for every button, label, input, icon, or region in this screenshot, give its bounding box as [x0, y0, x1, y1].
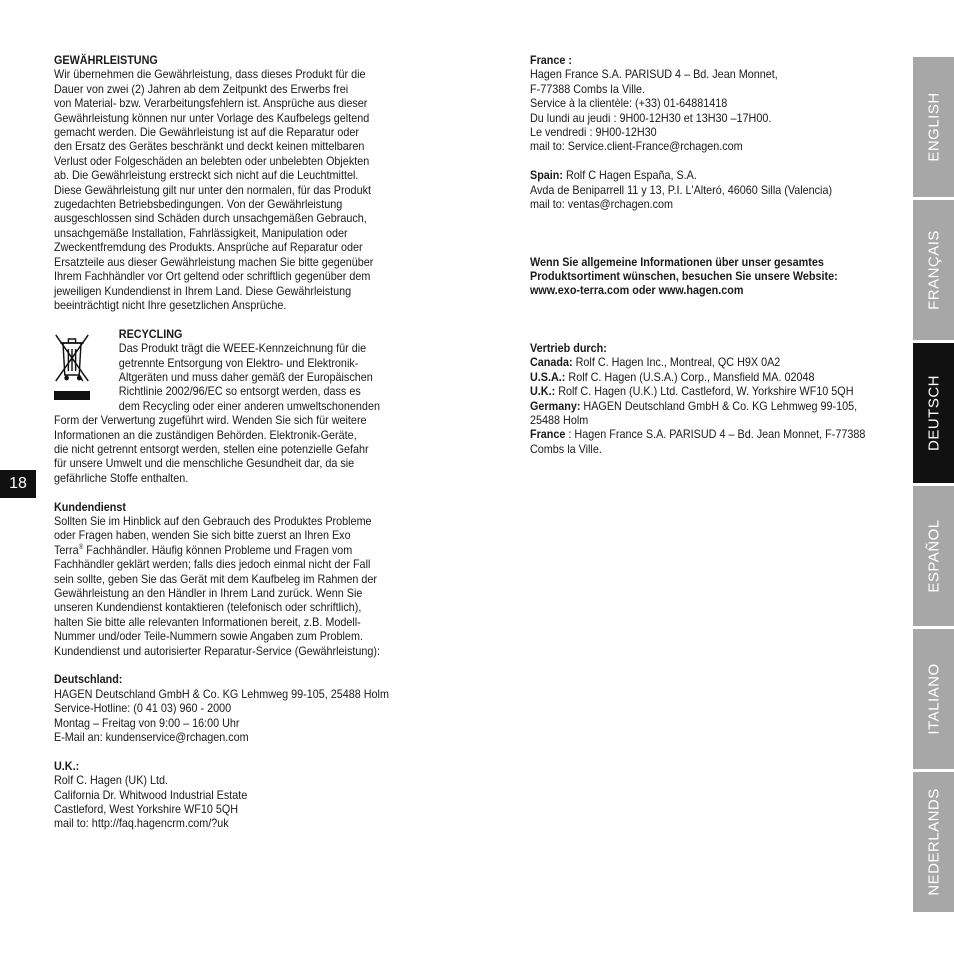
tab-label: ESPAÑOL [925, 519, 942, 593]
warranty-line: beeinträchtigt nicht Ihre gesetzlichen Ansprüche. [54, 297, 287, 312]
warranty-section [54, 53, 426, 312]
service-line-rest: Fachhändler. Häufig können Probleme und Fragen vom [83, 542, 353, 557]
distribution-line [530, 355, 902, 369]
language-tabs [913, 57, 954, 915]
germany-label: Germany: [530, 398, 581, 413]
germany-section [54, 672, 426, 744]
recycling-line: für unsere Umwelt und die menschliche Gesundheit dar, da sie [54, 456, 355, 471]
germany-line: Montag – Freitag von 9:00 – 16:00 Uhr [54, 715, 240, 730]
tab-nederlands[interactable] [913, 772, 954, 912]
uk-line: Castleford, West Yorkshire WF10 5QH [54, 802, 239, 817]
tab-label: NEDERLANDS [925, 788, 942, 896]
service-line: Gewährleistung an den Händler in Ihrem Land zurück. Wenn Sie [54, 586, 363, 600]
page-number: 18 [0, 470, 36, 498]
warranty-line: gemacht werden. Die Gewährleistung ist auf die Reparatur oder [54, 125, 359, 140]
registered-mark: ® [78, 543, 84, 551]
recycling-line: Informationen an die zuständigen Behörden. Elektronik-Geräte, [54, 427, 357, 442]
distribution-section [530, 341, 902, 456]
usa-value: Rolf C. Hagen (U.S.A.) Corp., Mansfield MA. 02048 [565, 369, 815, 384]
france-line: Hagen France S.A. PARISUD 4 – Bd. Jean Monnet, [530, 67, 778, 82]
warranty-line: unsachgemäße Installation, Fahrlässigkeit, Manipulation oder [54, 225, 348, 240]
france-line: Du lundi au jeudi : 9H00-12H30 et 13H30 –17H00. [530, 110, 772, 125]
usa-label: U.S.A.: [530, 369, 566, 384]
spain-line: mail to: ventas@rchagen.com [530, 197, 674, 212]
tab-francais[interactable] [913, 200, 954, 340]
warranty-line: Zweckentfremdung des Produkts. Ansprüche auf Reparatur oder [54, 240, 363, 255]
weee-crossed-bin-icon [52, 329, 92, 403]
warranty-line: Dauer von zwei (2) Jahren ab dem Zeitpunkt des Erwerbs frei [54, 81, 349, 96]
warranty-heading: GEWÄHRLEISTUNG [54, 53, 158, 67]
france-line: Service à la clientèle: (+33) 01-64881418 [530, 96, 728, 111]
tab-label: ITALIANO [925, 663, 942, 735]
service-line: oder Fragen haben, wenden Sie sich bitte zuerst an Ihren Exo [54, 528, 351, 543]
uk-label: U.K.: [530, 384, 556, 399]
info-section [530, 255, 902, 298]
service-line [54, 543, 426, 557]
tab-label: DEUTSCH [925, 374, 942, 452]
france-line: Le vendredi : 9H00-12H30 [530, 125, 657, 140]
info-line: www.exo-terra.com oder www.hagen.com [530, 283, 744, 298]
info-line: Wenn Sie allgemeine Informationen über unser gesamtes [530, 254, 824, 269]
warranty-line: Wir übernehmen die Gewährleistung, dass dieses Produkt für die [54, 67, 366, 82]
warranty-line: ab. Die Gewährleistung erstreckt sich nicht auf die Leuchtmittel. [54, 168, 359, 183]
germany-line: E-Mail an: kundenservice@rchagen.com [54, 730, 249, 745]
warranty-line: Verlust oder Folgeschäden an belebten oder unbelebten Objekten [54, 153, 370, 168]
service-line: unseren Kundendienst kontaktieren (telefonisch oder schriftlich), [54, 600, 362, 615]
recycling-line: Richtlinie 2002/96/EC so entsorgt werden, dass es [118, 384, 361, 399]
warranty-line: Ihrem Fachhändler vor Ort geltend oder schriftlich gegenüber dem [54, 269, 371, 284]
service-line: sein sollte, geben Sie das Gerät mit dem Kaufbeleg im Rahmen der [54, 571, 377, 586]
uk-line: California Dr. Whitwood Industrial Estate [54, 787, 248, 802]
france-value: : Hagen France S.A. PARISUD 4 – Bd. Jean Monnet, F-77388 [565, 427, 866, 442]
distribution-heading: Vertrieb durch: [530, 341, 607, 356]
warranty-line: den Ersatz des Gerätes beschränkt und deckt keinen mittelbaren [54, 139, 365, 154]
france-line: mail to: Service.client-France@rchagen.com [530, 139, 743, 154]
germany-line: HAGEN Deutschland GmbH & Co. KG Lehmweg 99-105, 25488 Holm [54, 686, 389, 701]
france-section [530, 53, 902, 154]
info-line: Produktsortiment wünschen, besuchen Sie unsere Website: [530, 269, 838, 284]
recycling-line: Form der Verwertung zugeführt wird. Wenden Sie sich für weitere [54, 413, 367, 428]
recycling-line: Altgeräten und muss daher gemäß der Europäischen [118, 369, 373, 384]
service-heading: Kundendienst [54, 499, 126, 514]
tab-espanol[interactable] [913, 486, 954, 626]
distribution-line [530, 370, 902, 384]
france-heading: France : [530, 53, 573, 67]
spain-section [530, 168, 902, 211]
distribution-line [530, 399, 902, 413]
uk-line: mail to: http://faq.hagencrm.com/?uk [54, 816, 229, 831]
service-line: Kundendienst und autorisierter Reparatur-Service (Gewährleistung): [54, 643, 380, 658]
warranty-line: zugedachten Betriebsbedingungen. Von der Gewährleistung [54, 197, 343, 212]
france-label: France [530, 427, 566, 442]
recycling-section [54, 327, 426, 485]
warranty-line: Ersatzteile aus dieser Gewährleistung machen Sie bitte gegenüber [54, 254, 374, 269]
tab-deutsch[interactable] [913, 343, 954, 483]
recycling-line: gefährliche Stoffe enthalten. [54, 470, 189, 485]
distribution-line [530, 384, 902, 398]
spain-line [530, 168, 902, 182]
tab-italiano[interactable] [913, 629, 954, 769]
france-line: F-77388 Combs la Ville. [530, 81, 646, 96]
recycling-line: dem Recycling oder einer anderen umweltschonenden [118, 398, 380, 413]
germany-value: HAGEN Deutschland GmbH & Co. KG Lehmweg 99-105, [580, 398, 858, 413]
germany-line: Service-Hotline: (0 41 03) 960 - 2000 [54, 701, 232, 716]
brand-text: Terra [54, 542, 79, 557]
tab-label: FRANÇAIS [925, 230, 942, 310]
left-column [54, 53, 426, 845]
canada-label: Canada: [530, 355, 573, 370]
distribution-line [530, 427, 902, 441]
distribution-line: 25488 Holm [530, 413, 589, 428]
recycling-line: getrennte Entsorgung von Elektro- und Elektronik- [118, 355, 359, 370]
canada-value: Rolf C. Hagen Inc., Montreal, QC H9X 0A2 [572, 355, 781, 370]
recycling-line: die nicht getrennt entsorgt werden, stellen eine potenzielle Gefahr [54, 441, 369, 456]
warranty-line: jeweiligen Kundendienst in Ihrem Land. Diese Gewährleistung [54, 283, 352, 298]
service-line: Nummer und/oder Teile-Nummern sowie Angaben zum Problem. [54, 629, 363, 644]
spain-line: Avda de Beniparrell 11 y 13, P.I. L'Alteró, 46060 Silla (Valencia) [530, 182, 833, 197]
right-column [530, 53, 902, 471]
warranty-line: von Material- bzw. Verarbeitungsfehlern ist. Ansprüche aus dieser [54, 96, 368, 111]
uk-heading: U.K.: [54, 758, 80, 773]
tab-label: ENGLISH [925, 92, 942, 162]
recycling-heading: RECYCLING [118, 326, 183, 341]
spain-value: Rolf C Hagen España, S.A. [563, 168, 697, 183]
recycling-line: Das Produkt trägt die WEEE-Kennzeichnung für die [118, 341, 367, 356]
spain-label: Spain: [530, 168, 564, 183]
spacer [530, 312, 902, 326]
uk-section [54, 759, 426, 831]
tab-english[interactable] [913, 57, 954, 197]
warranty-line: Diese Gewährleistung gilt nur unter den normalen, für das Produkt [54, 182, 371, 197]
distribution-line: Combs la Ville. [530, 441, 602, 456]
uk-line: Rolf C. Hagen (UK) Ltd. [54, 773, 169, 788]
warranty-line: Gewährleistung können nur unter Vorlage des Kaufbelegs geltend [54, 110, 370, 125]
service-line: Sollten Sie im Hinblick auf den Gebrauch des Produktes Probleme [54, 513, 372, 528]
warranty-line: ausgeschlossen sind Schäden durch unsachgemäßen Gebrauch, [54, 211, 367, 226]
service-line: Fachhändler geklärt werden; falls dies jedoch einmal nicht der Fall [54, 557, 371, 572]
service-section [54, 500, 426, 658]
germany-heading: Deutschland: [54, 672, 123, 687]
service-line: halten Sie bitte alle relevanten Informationen bereit, z.B. Modell- [54, 614, 361, 629]
spacer [530, 226, 902, 240]
uk-value: Rolf C. Hagen (U.K.) Ltd. Castleford, W. Yorkshire WF10 5QH [555, 384, 854, 399]
